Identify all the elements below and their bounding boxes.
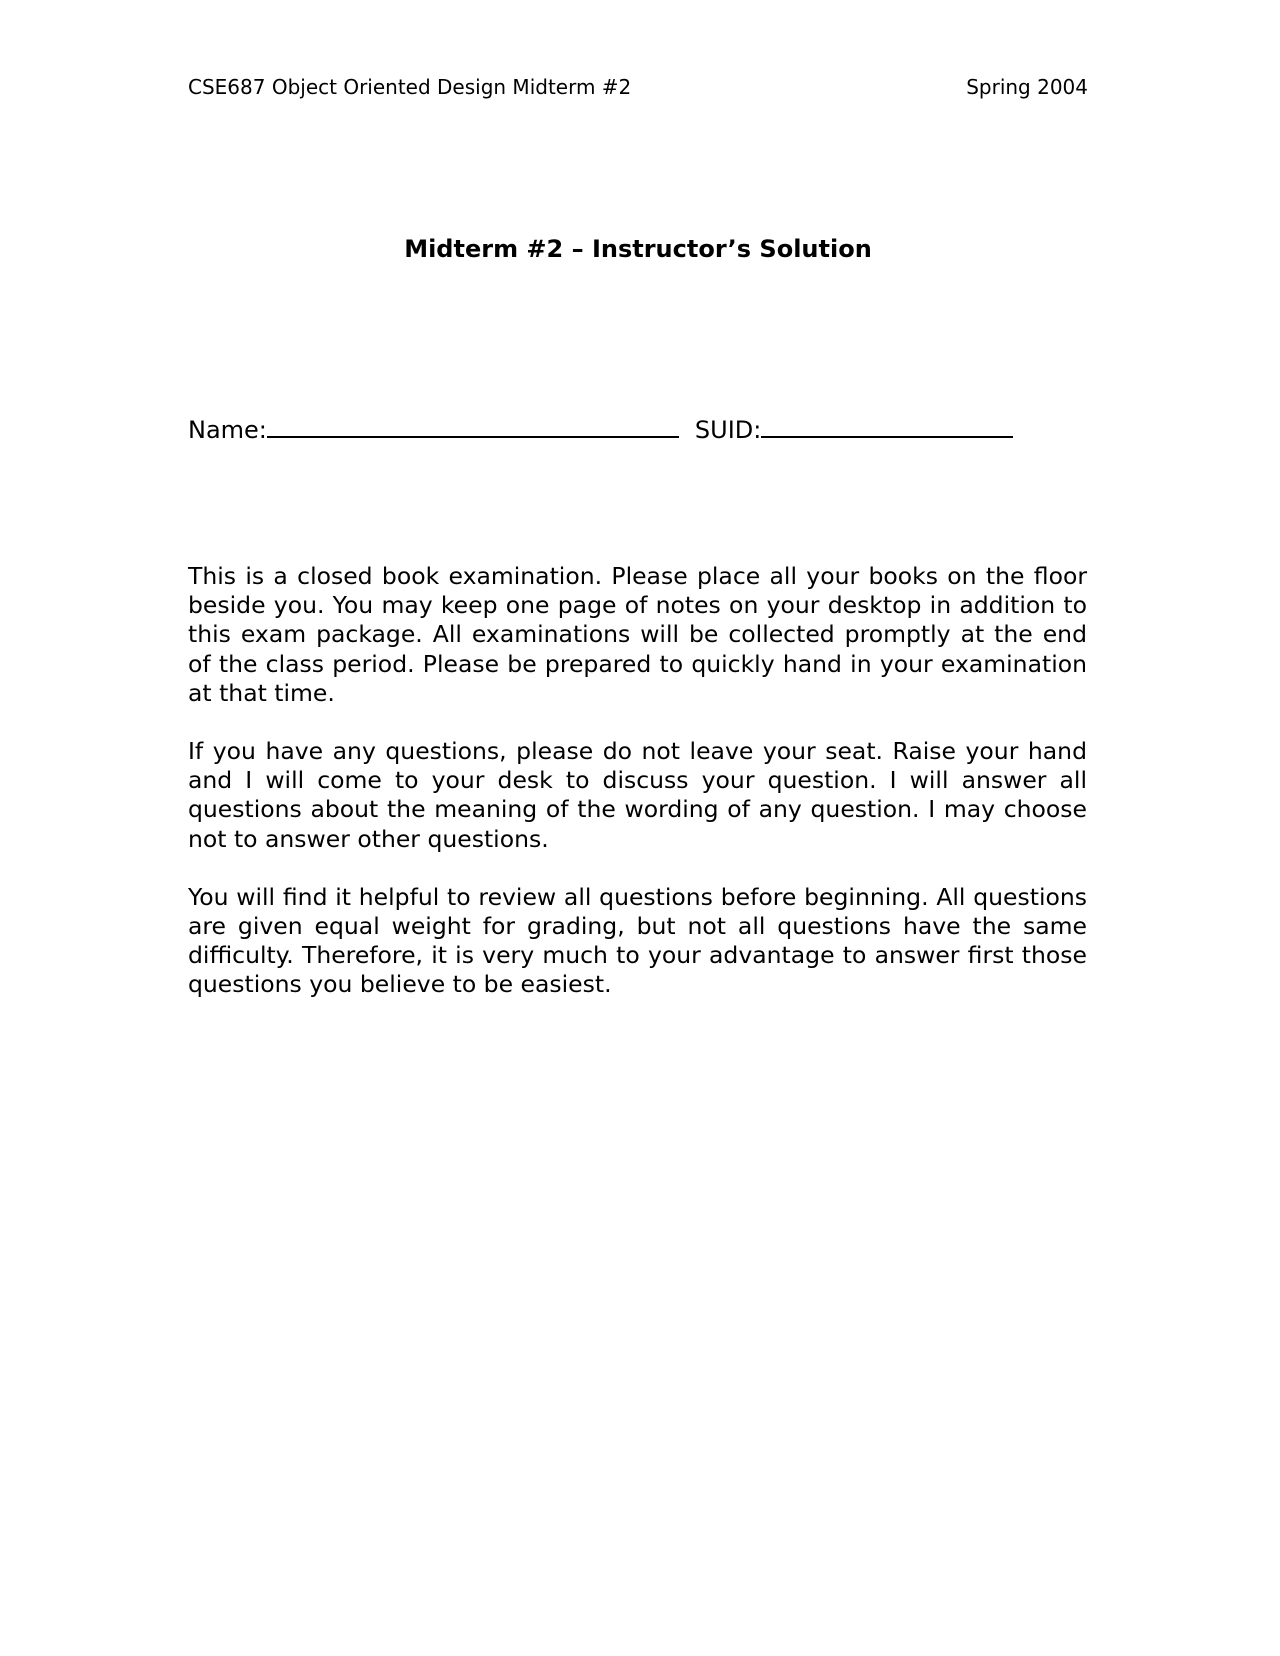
name-blank xyxy=(267,414,679,438)
student-info-fields xyxy=(188,414,1088,445)
instructions xyxy=(188,562,1087,1029)
suid-blank xyxy=(761,414,1013,438)
suid-label: SUID: xyxy=(694,416,762,444)
instruction-paragraph: You will find it helpful to review all questions before beginning. All questions are given equal weight for grading, but not all questions have the same difficulty. Therefore, it is very much to your advantage to answer first those questions you believe to be easiest. xyxy=(188,882,1087,999)
page-header xyxy=(188,74,1088,100)
instruction-paragraph: This is a closed book examination. Please place all your books on the floor beside you. You may keep one page of notes on your desktop in addition to this exam package. All examinations will be collected promptly at the end of the class period. Please be prepared to quickly hand in your examination at that time. xyxy=(188,562,1087,707)
document-title: Midterm #2 – Instructor’s Solution xyxy=(404,235,872,263)
term-label: Spring 2004 xyxy=(966,75,1088,99)
name-label: Name: xyxy=(188,416,267,444)
instruction-paragraph: If you have any questions, please do not leave your seat. Raise your hand and I will come to your desk to discuss your question. I will answer all questions about the meaning of the wording of any question. I may choose not to answer other questions. xyxy=(188,737,1087,853)
course-title: CSE687 Object Oriented Design Midterm #2 xyxy=(188,75,632,99)
